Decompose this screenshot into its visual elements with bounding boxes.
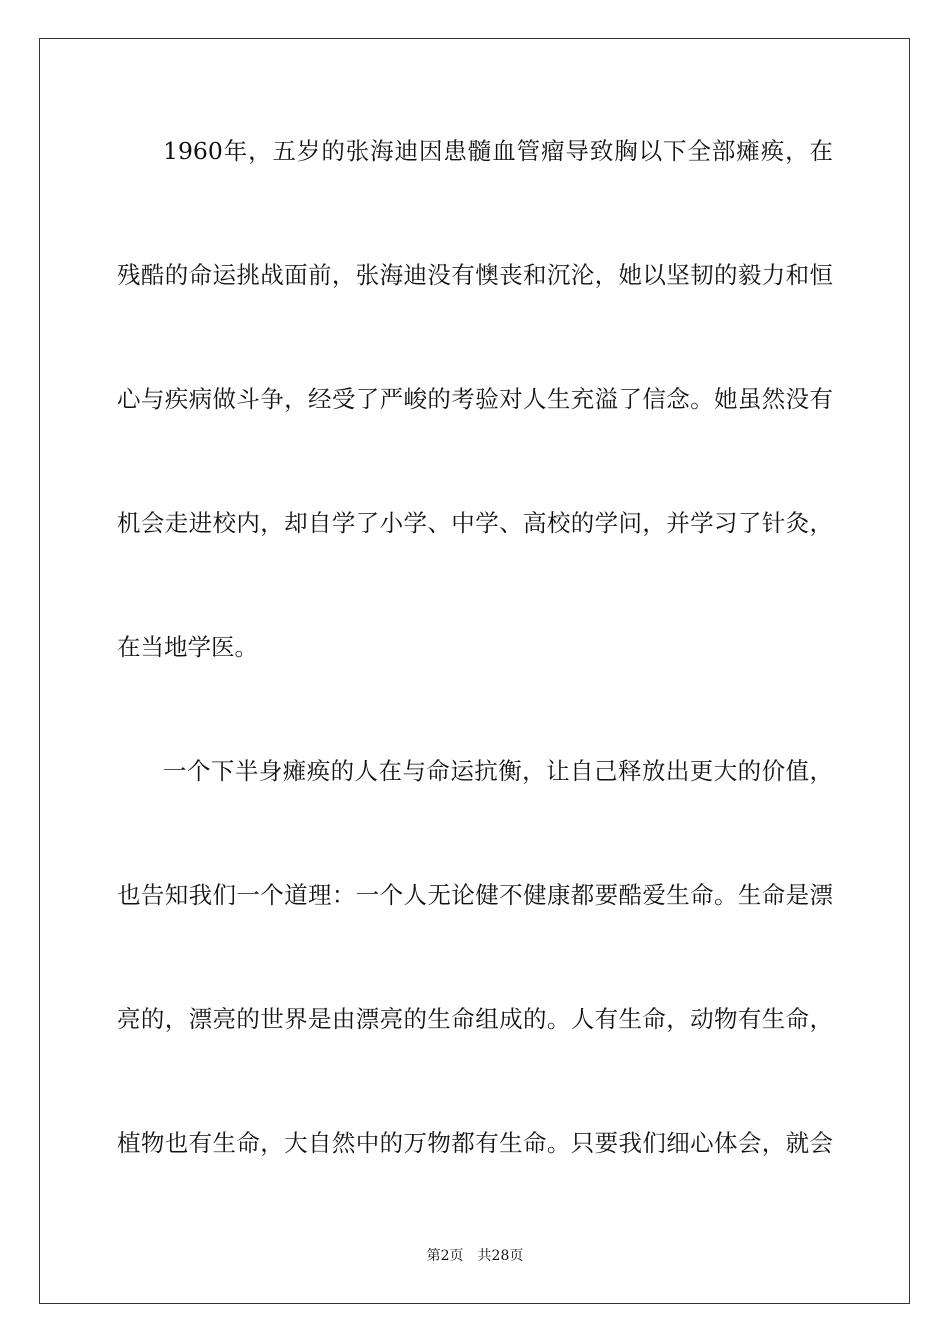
paragraph-1-line-1: 1960年，五岁的张海迪因患髓血管瘤导致胸以下全部瘫痪，在 — [163, 137, 833, 165]
page-footer — [0, 1246, 950, 1266]
page-border — [39, 38, 910, 1304]
paragraph-1-line-2: 残酷的命运挑战面前，张海迪没有懊丧和沉沦，她以坚韧的毅力和恒 — [117, 261, 833, 289]
paragraph-2-line-2: 也告知我们一个道理：一个人无论健不健康都要酷爱生命。生命是漂 — [117, 881, 833, 909]
page-number: 第2页 — [426, 1248, 464, 1264]
paragraph-1-line-4: 机会走进校内，却自学了小学、中学、高校的学问，并学习了针灸， — [117, 509, 833, 537]
paragraph-2-line-3: 亮的，漂亮的世界是由漂亮的生命组成的。人有生命，动物有生命， — [117, 1005, 833, 1033]
paragraph-2-line-4: 植物也有生命，大自然中的万物都有生命。只要我们细心体会，就会 — [117, 1129, 833, 1157]
page-total: 共28页 — [477, 1248, 524, 1264]
paragraph-1-line-5: 在当地学医。 — [117, 633, 258, 661]
paragraph-1-line-3: 心与疾病做斗争，经受了严峻的考验对人生充溢了信念。她虽然没有 — [117, 385, 833, 413]
paragraph-2-line-1: 一个下半身瘫痪的人在与命运抗衡，让自己释放出更大的价值， — [163, 757, 833, 785]
